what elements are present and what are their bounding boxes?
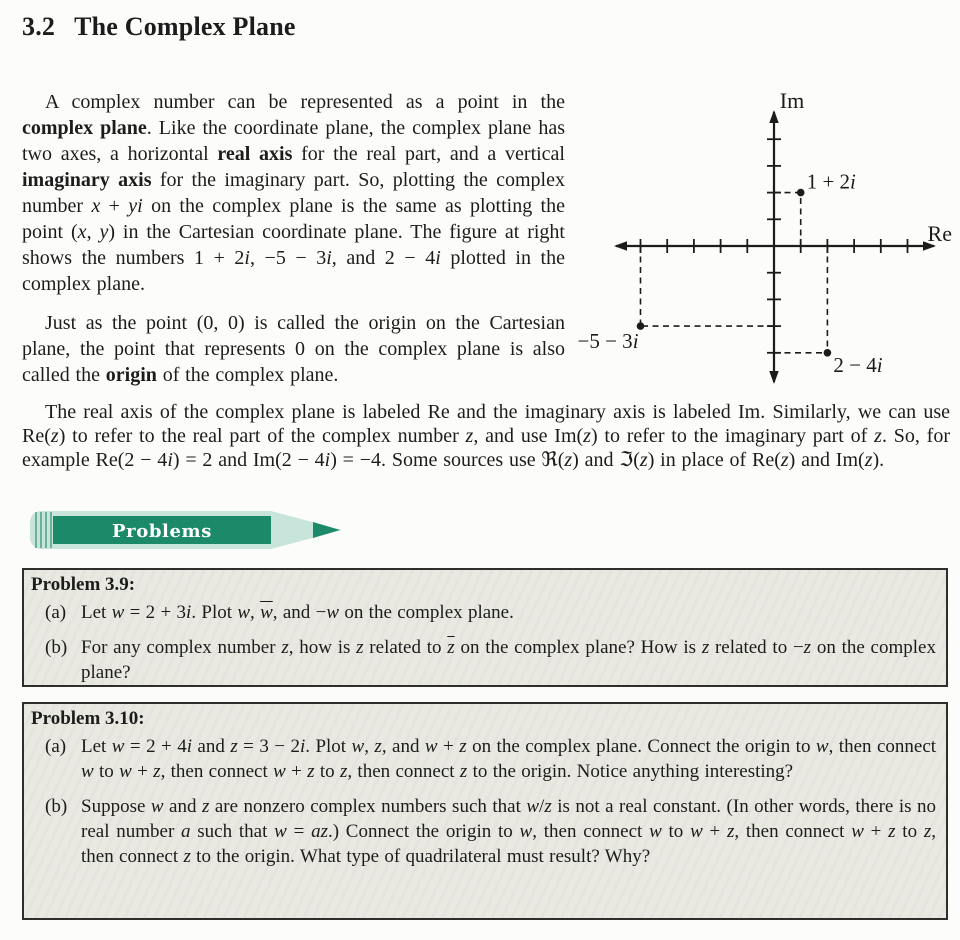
part-text: Let w = 2 + 4i and z = 3 − 2i. Plot w, z, and w + z on the complex plane. Connect the origin to w, then connect w to w + z, then connect w + z to z, then connect z to the origin. Notice anything interesting?	[81, 736, 937, 782]
axis-arrowhead-icon	[769, 110, 779, 123]
problem-3-10-part-a	[45, 734, 936, 784]
axis-arrowhead-icon	[769, 371, 779, 384]
pencil-banner-graphic	[20, 506, 350, 554]
section-title: The Complex Plane	[74, 12, 296, 41]
pencil-lead-icon	[313, 522, 340, 538]
part-text: For any complex number z, how is z related to $\overline{z}$ on the complex plane? How is z related to −z on the complex plane?	[81, 637, 936, 683]
complex-plane-svg	[566, 88, 960, 392]
paragraph-re-im-notation: The real axis of the complex plane is labeled Re and the imaginary axis is labeled Im. Similarly, we can use Re(z) to refer to the real part of the complex number z, and use Im(z) to refer to the imaginary part of z. So, for example Re(2 − 4i) = 2 and Im(2 − 4i) = −4. Some sources use ℜ(z) and ℑ(z) in place of Re(z) and Im(z).	[22, 401, 950, 471]
problem-3-9-part-a	[45, 600, 936, 625]
part-text: Let w = 2 + 3i. Plot w, $\overline{w}$, and −w on the complex plane.	[81, 602, 514, 623]
axis-arrowhead-icon	[614, 241, 627, 251]
part-label: (a)	[45, 602, 67, 623]
section-heading	[22, 12, 296, 42]
problem-3-10-part-b	[45, 794, 936, 869]
problem-3-9-part-b	[45, 635, 936, 685]
problem-3-9-title: Problem 3.9:	[31, 574, 136, 595]
plot-point-2-minus-4i	[824, 349, 832, 357]
point-label-neg5-minus-3i: −5 − 3i	[577, 329, 639, 354]
section-number: 3.2	[22, 12, 56, 41]
problems-banner	[20, 506, 350, 554]
part-label: (b)	[45, 637, 68, 658]
problem-box-3-10	[22, 702, 948, 920]
im-axis-label: Im	[779, 88, 805, 113]
part-label: (b)	[45, 796, 68, 817]
part-text: Suppose w and z are nonzero complex numbers such that w/z is not a real constant. (In other words, there is no real number a such that w = az.) Connect the origin to w, then connect w to w + z, then connect w + z to z, then connect z to the origin. What type of quadrilateral must result? Why?	[81, 796, 937, 867]
plot-point-1-plus-2i	[797, 189, 805, 197]
problem-3-10-title: Problem 3.10:	[31, 708, 145, 729]
text-column	[22, 89, 565, 388]
part-label: (a)	[45, 736, 67, 757]
point-label-2-minus-4i: 2 − 4i	[833, 352, 883, 377]
paragraph-origin: Just as the point (0, 0) is called the origin on the Cartesian plane, the point that represents 0 on the complex plane is also called the origin of the complex plane.	[22, 312, 565, 386]
problems-banner-label: Problems	[112, 521, 212, 542]
paragraph-complex-plane-intro: A complex number can be represented as a point in the complex plane. Like the coordinate plane, the complex plane has two axes, a horizontal real axis for the real part, and a vertical imaginary axis for the imaginary part. So, plotting the complex number x + yi on the complex plane is the same as plotting the point (x, y) in the Cartesian coordinate plane. The figure at right shows the numbers 1 + 2i, −5 − 3i, and 2 − 4i plotted in the complex plane.	[22, 91, 565, 295]
problem-box-3-9	[22, 568, 948, 687]
point-label-1-plus-2i: 1 + 2i	[806, 169, 856, 194]
re-axis-label: Re	[927, 221, 952, 246]
complex-plane-figure	[566, 88, 960, 392]
